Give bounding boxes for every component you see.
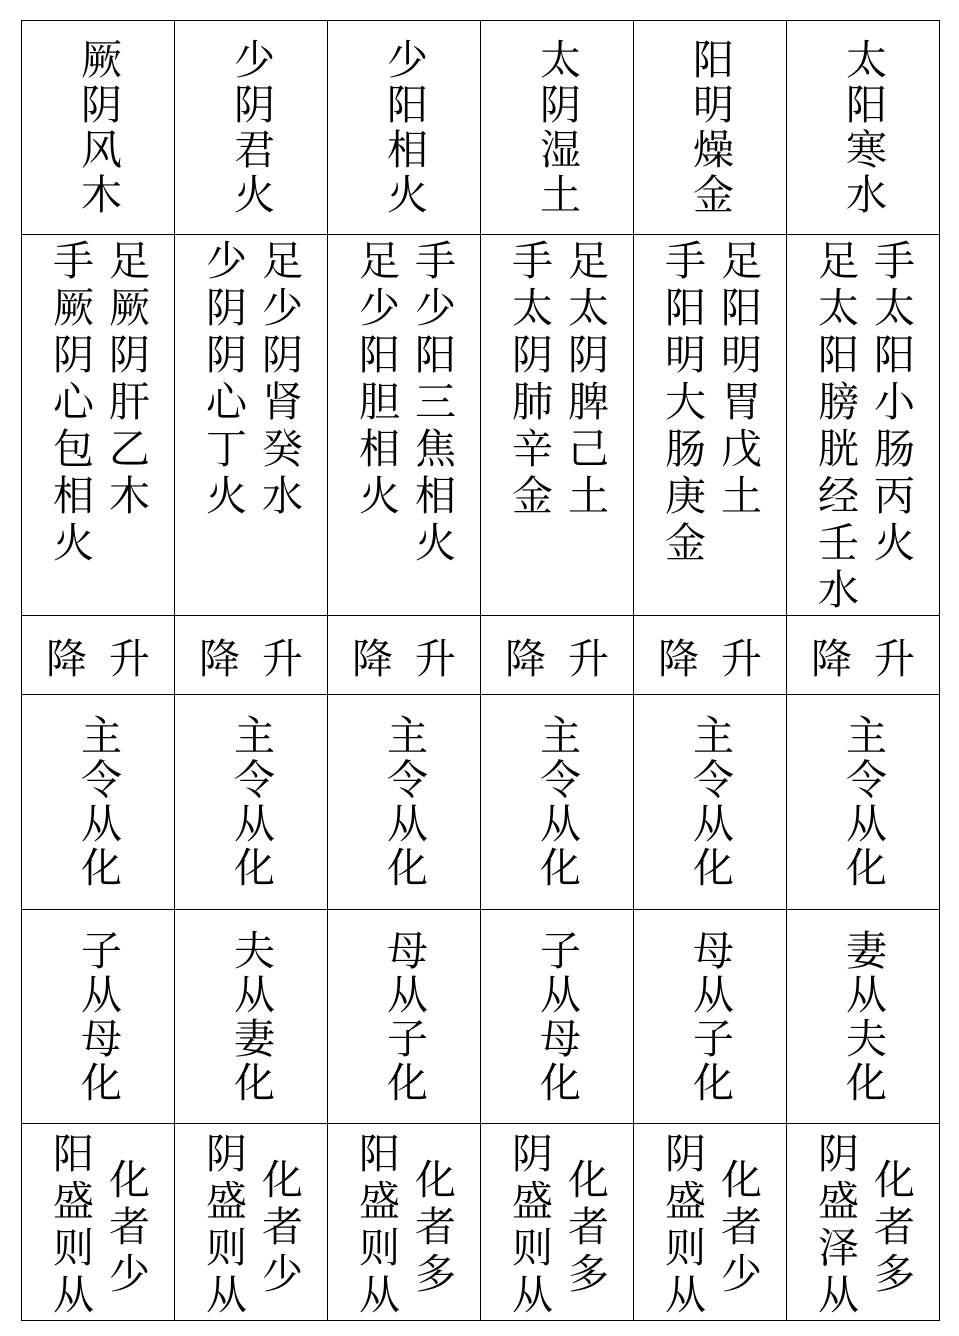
cell-rule [22,695,175,910]
cell-relation [481,910,634,1124]
cell-meridian-pair [328,21,481,235]
cell-rule [481,695,634,910]
yinyang-text: 阳盛则从 [46,1132,94,1320]
cell-movement [787,616,940,695]
yinyang-text: 化者少 [102,1158,150,1299]
cell-rule [175,695,328,910]
descend-text: 降 [199,634,240,683]
rule-text: 主令从化 [839,714,887,890]
cell-channels [22,235,175,616]
channel-text: 足少阳胆相火 [352,239,400,521]
channel-text: 手阳明大肠庚金 [658,239,706,568]
yinyang-text: 阴盛则从 [199,1132,247,1320]
row-rule [22,695,940,910]
cell-meridian-pair [481,21,634,235]
cell-channels [787,235,940,616]
descend-text: 降 [352,634,393,683]
cell-rule [328,695,481,910]
cell-meridian-pair [175,21,328,235]
meridian-pair-text: 太阳寒水 [839,37,887,218]
cell-relation [22,910,175,1124]
ascend-text: 升 [415,634,456,683]
cell-relation [328,910,481,1124]
channel-text: 足太阳膀胱经壬水 [811,239,859,615]
channel-text: 足厥阴肝乙木 [102,239,150,521]
cell-relation [787,910,940,1124]
yinyang-text: 化者少 [714,1158,762,1299]
cell-movement [328,616,481,695]
cell-channels [481,235,634,616]
relation-text: 妻从夫化 [839,928,887,1105]
ascend-text: 升 [874,634,915,683]
cell-meridian-pair [22,21,175,235]
yinyang-text: 化者少 [255,1158,303,1299]
row-channels [22,235,940,616]
ascend-text: 升 [568,634,609,683]
cell-yinyang [22,1124,175,1321]
relation-text: 母从子化 [380,928,428,1105]
cell-yinyang [481,1124,634,1321]
relation-text: 子从母化 [533,928,581,1105]
rule-text: 主令从化 [380,714,428,890]
relation-text: 子从母化 [74,928,122,1105]
cell-channels [175,235,328,616]
relation-text: 夫从妻化 [227,928,275,1105]
cell-rule [787,695,940,910]
channel-text: 手太阴肺辛金 [505,239,553,521]
cell-movement [175,616,328,695]
channel-text: 足少阴肾癸水 [255,239,303,521]
yinyang-text: 阴盛泽从 [811,1132,859,1320]
yinyang-text: 化者多 [561,1158,609,1299]
yinyang-text: 阴盛则从 [658,1132,706,1320]
cell-channels [634,235,787,616]
meridian-table [21,20,940,1321]
meridian-pair-text: 少阴君火 [227,37,275,218]
channel-text: 少阴阴心丁火 [199,239,247,521]
channel-text: 手厥阴心包相火 [46,239,94,568]
cell-yinyang [634,1124,787,1321]
row-movement [22,616,940,695]
cell-yinyang [328,1124,481,1321]
ascend-text: 升 [721,634,762,683]
row-yinyang [22,1124,940,1321]
cell-yinyang [787,1124,940,1321]
descend-text: 降 [505,634,546,683]
cell-relation [634,910,787,1124]
cell-rule [634,695,787,910]
meridian-pair-text: 太阴湿土 [533,37,581,218]
yinyang-text: 化者多 [408,1158,456,1299]
row-relation [22,910,940,1124]
rule-text: 主令从化 [533,714,581,890]
channel-text: 足阳明胃戊土 [714,239,762,521]
meridian-pair-text: 厥阴风木 [74,37,122,218]
ascend-text: 升 [109,634,150,683]
row-meridian-pair [22,21,940,235]
meridian-pair-text: 少阳相火 [380,37,428,218]
channel-text: 手太阳小肠丙火 [867,239,915,568]
channel-text: 手少阳三焦相火 [408,239,456,568]
cell-channels [328,235,481,616]
cell-movement [481,616,634,695]
channel-text: 足太阴脾己土 [561,239,609,521]
cell-relation [175,910,328,1124]
ascend-text: 升 [262,634,303,683]
yinyang-text: 阴盛则从 [505,1132,553,1320]
descend-text: 降 [46,634,87,683]
relation-text: 母从子化 [686,928,734,1105]
cell-meridian-pair [634,21,787,235]
meridian-pair-text: 阳明燥金 [686,37,734,218]
cell-yinyang [175,1124,328,1321]
rule-text: 主令从化 [686,714,734,890]
rule-text: 主令从化 [227,714,275,890]
cell-movement [634,616,787,695]
yinyang-text: 阳盛则从 [352,1132,400,1320]
yinyang-text: 化者多 [867,1158,915,1299]
rule-text: 主令从化 [74,714,122,890]
cell-movement [22,616,175,695]
cell-meridian-pair [787,21,940,235]
descend-text: 降 [811,634,852,683]
descend-text: 降 [658,634,699,683]
